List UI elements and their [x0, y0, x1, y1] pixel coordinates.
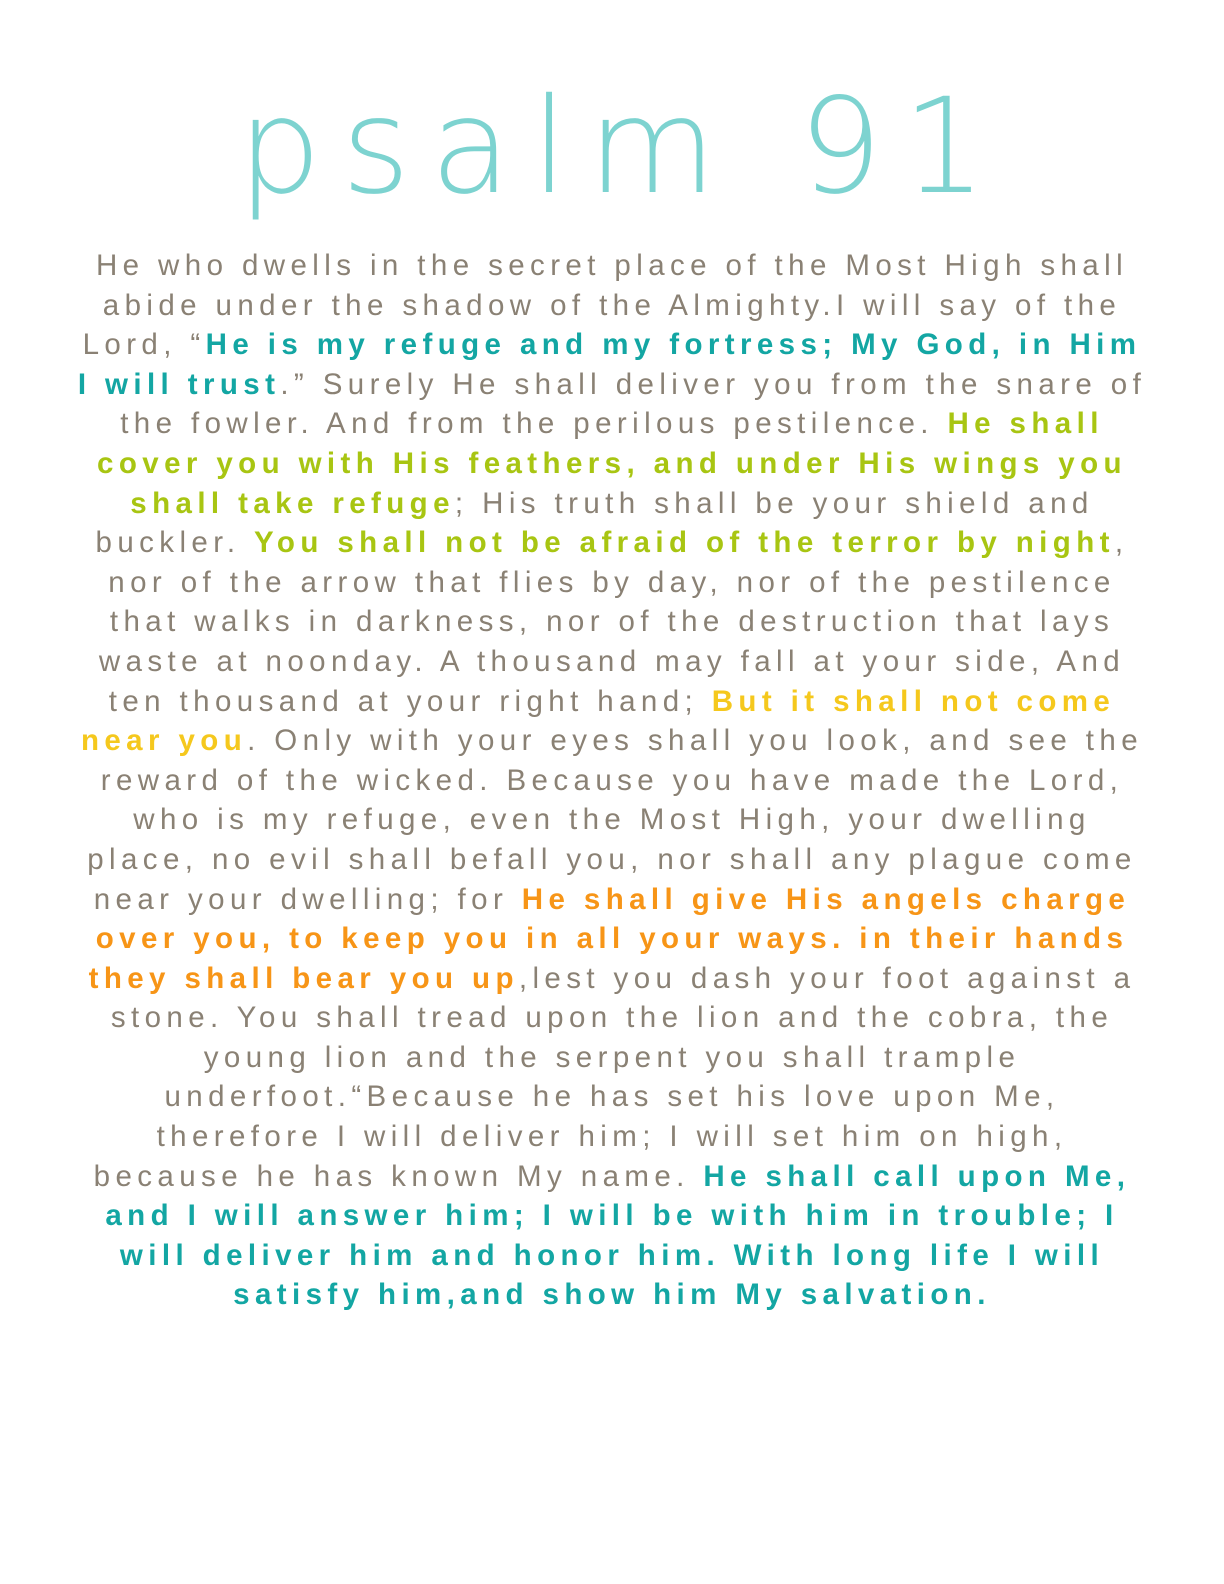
text-segment-highlight-teal: He is my refuge and my fortress; My God, in Him I will trust: [77, 328, 1142, 401]
text-segment-highlight-teal: He shall call upon Me, and I will answer him; I will be with him in trouble; I will deliver him and honor him. With long life I will satisfy him,and show him My salvation.: [105, 1159, 1131, 1312]
text-segment-plain: He who dwells in the secret place of the Most High shall abide under the shadow of the Almighty.I will say of the Lord, “: [82, 249, 1129, 362]
psalm-text: [76, 246, 1148, 1315]
text-segment-highlight-lime: You shall not be afraid of the terror by night: [254, 526, 1115, 560]
page-title: psalm 91: [237, 70, 1007, 224]
text-segment-plain: .” Surely He shall deliver you from the snare of the fowler. And from the perilous pestilence.: [120, 367, 1147, 441]
text-segment-plain: , nor of the arrow that flies by day, nor of the pestilence that walks in darkness, nor of the destruction that lays waste at noonday. A thousand may fall at your side, And ten thousand at your right hand;: [98, 526, 1129, 718]
text-segment-plain: . Only with your eyes shall you look, and see the reward of the wicked. Because you have made the Lord, who is my refuge, even the Most High, your dwelling place, no evil shall befall you, nor shall any plague come near your dwelling; for: [87, 724, 1144, 916]
text-segment-plain: ,lest you dash your foot against a stone. You shall tread upon the lion and the cobra, the young lion and the serpent you shall trample underfoot.“Because he has set his love upon Me, therefore I will deliver him; I will set him on high, because he has known My name.: [93, 961, 1136, 1193]
text-segment-highlight-lime: He shall cover you with His feathers, and under His wings you shall take refuge: [97, 407, 1127, 520]
text-segment-highlight-yellow: But it shall not come near you: [80, 684, 1116, 758]
text-segment-plain: ; His truth shall be your shield and buckler.: [95, 486, 1094, 560]
text-segment-highlight-orange: He shall give His angels charge over you, to keep you in all your ways. in their hands they shall bear you up: [88, 882, 1131, 995]
